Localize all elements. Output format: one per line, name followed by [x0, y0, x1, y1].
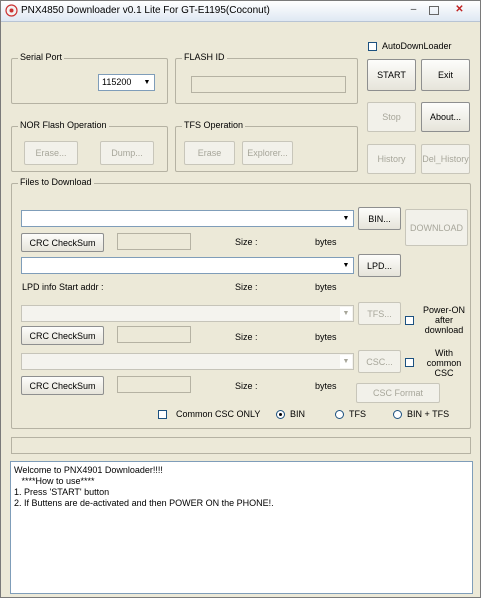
log-output[interactable] — [10, 461, 473, 594]
bin-crc-field — [117, 233, 191, 250]
bin-size-label: Size : — [235, 237, 258, 247]
log-line: 2. If Buttens are de-activated and then POWER ON the PHONE!. — [14, 498, 274, 508]
tfs-button[interactable]: TFS... — [358, 302, 401, 325]
lpd-file-select[interactable] — [21, 257, 354, 274]
tfs-radio-label: TFS — [349, 409, 366, 419]
csc-format-button[interactable]: CSC Format — [356, 383, 440, 403]
serial-port-label: Serial Port — [20, 52, 63, 62]
baud-rate-select[interactable] — [98, 74, 155, 91]
csc-crc-button[interactable]: CRC CheckSum — [21, 376, 104, 395]
start-button[interactable]: START — [367, 59, 416, 91]
close-icon[interactable]: ✕ — [455, 4, 464, 15]
tfs-radio[interactable] — [335, 410, 344, 419]
with-common-csc-label: With common CSC — [426, 348, 462, 378]
tfs-file-select[interactable] — [21, 305, 354, 322]
del-history-button[interactable]: Del_History — [421, 144, 470, 174]
bin-radio-label: BIN — [290, 409, 306, 419]
auto-download-checkbox[interactable] — [368, 42, 377, 51]
chevron-down-icon: ▼ — [141, 76, 153, 89]
tfs-crc-button[interactable]: CRC CheckSum — [21, 326, 104, 345]
title-bar — [1, 1, 480, 22]
power-on-after-download-checkbox[interactable] — [405, 316, 414, 325]
bin-radio[interactable] — [276, 410, 285, 419]
app-icon — [5, 4, 18, 17]
lpd-button[interactable]: LPD... — [358, 254, 401, 277]
download-progress-bar — [11, 437, 471, 454]
bin-tfs-radio[interactable] — [393, 410, 402, 419]
common-csc-only-checkbox[interactable] — [158, 410, 167, 419]
chevron-down-icon: ▼ — [340, 355, 352, 368]
window-title: PNX4850 Downloader v0.1 Lite For GT-E1195(Coconut) — [21, 5, 270, 16]
bin-bytes-label: bytes — [315, 237, 337, 247]
with-common-csc-checkbox[interactable] — [405, 358, 414, 367]
chevron-down-icon: ▼ — [340, 259, 352, 272]
log-line: 1. Press 'START' button — [14, 487, 110, 497]
auto-download-label: AutoDownLoader — [382, 41, 452, 51]
stop-button[interactable]: Stop — [367, 102, 416, 132]
csc-size-label: Size : — [235, 381, 258, 391]
exit-button[interactable]: Exit — [421, 59, 470, 91]
csc-crc-field — [117, 376, 191, 393]
common-csc-only-label: Common CSC ONLY — [176, 409, 261, 419]
power-on-after-download-label: Power-ON after download — [422, 305, 465, 335]
tfs-size-label: Size : — [235, 332, 258, 342]
flash-id-label: FLASH ID — [184, 52, 225, 62]
chevron-down-icon: ▼ — [340, 212, 352, 225]
baud-rate-value: 115200 — [102, 77, 132, 87]
chevron-down-icon: ▼ — [340, 307, 352, 320]
log-line: ****How to use**** — [14, 476, 95, 486]
about-button[interactable]: About... — [421, 102, 470, 132]
nor-erase-button[interactable]: Erase... — [24, 141, 78, 165]
log-line: Welcome to PNX4901 Downloader!!!! — [14, 465, 163, 475]
tfs-crc-field — [117, 326, 191, 343]
nor-flash-label: NOR Flash Operation — [20, 120, 107, 130]
tfs-bytes-label: bytes — [315, 332, 337, 342]
nor-dump-button[interactable]: Dump... — [100, 141, 154, 165]
download-button[interactable]: DOWNLOAD — [405, 209, 468, 246]
tfs-explorer-button[interactable]: Explorer... — [242, 141, 293, 165]
bin-tfs-radio-label: BIN + TFS — [407, 409, 450, 419]
bin-button[interactable]: BIN... — [358, 207, 401, 230]
bin-crc-button[interactable]: CRC CheckSum — [21, 233, 104, 252]
files-to-download-label: Files to Download — [20, 177, 92, 187]
bin-file-select[interactable] — [21, 210, 354, 227]
minimize-icon[interactable]: – — [410, 4, 417, 15]
flash-id-field — [191, 76, 346, 93]
lpd-size-label: Size : — [235, 282, 258, 292]
maximize-icon[interactable] — [429, 6, 439, 15]
tfs-erase-button[interactable]: Erase — [184, 141, 235, 165]
csc-button[interactable]: CSC... — [358, 350, 401, 373]
tfs-operation-label: TFS Operation — [184, 120, 244, 130]
csc-bytes-label: bytes — [315, 381, 337, 391]
lpd-bytes-label: bytes — [315, 282, 337, 292]
lpd-start-addr-label: LPD info Start addr : — [22, 282, 104, 292]
history-button[interactable]: History — [367, 144, 416, 174]
csc-file-select[interactable] — [21, 353, 354, 370]
